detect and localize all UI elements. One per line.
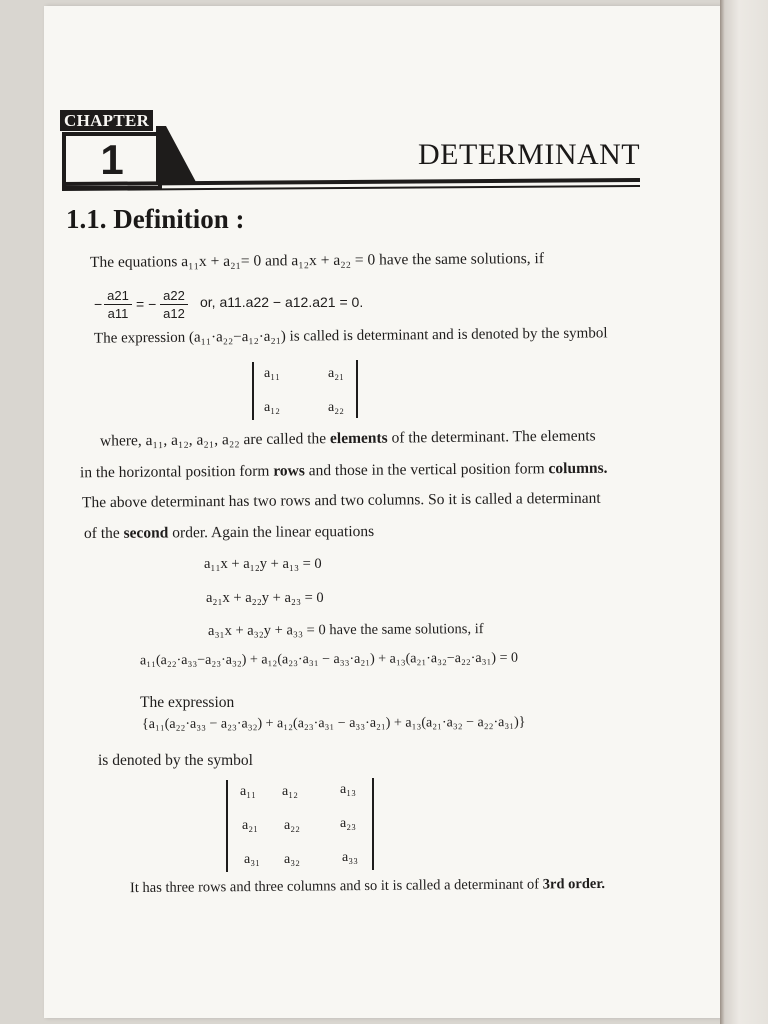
equation-3: a₃₁x + a₃₂y + a₃₃ = 0 have the same solutions, if — [207, 621, 484, 639]
paragraph-two-rows: The above determinant has two rows and two columns. So it is called a determinant — [81, 489, 601, 512]
paragraph-equations: The equations a₁₁x + a₂₁= 0 and a₁₂x + a₂₂ = 0 have the same solutions, if — [89, 250, 545, 271]
equation-2: a₂₁x + a₂₂y + a₂₃ = 0 — [206, 590, 324, 606]
denoted-text: is denoted by the symbol — [98, 752, 253, 769]
fraction-1-denominator: a11 — [107, 306, 129, 321]
det3-cell: a₃₁ — [244, 852, 260, 867]
chapter-label: CHAPTER — [60, 110, 153, 131]
condition-equation: a₁₁(a₂₂·a₃₃−a₂₃·a₃₂) + a₁₂(a₂₃·a₃₁ − a₃₃·a₂₁) + a₁₃(a₂₁·a₃₂−a₂₂·a₃₁) = 0 — [139, 650, 518, 669]
text-span: order. Again the linear equations — [168, 522, 375, 542]
paragraph-rows-columns — [80, 460, 608, 483]
bold-term-columns: columns. — [548, 459, 608, 478]
equation-1: a₁₁x + a₁₂y + a₁₃ = 0 — [204, 556, 322, 572]
det3-cell: a₂₃ — [340, 816, 356, 831]
paragraph-third-order — [130, 876, 605, 897]
bold-term-second: second — [123, 524, 169, 542]
bold-term-elements: elements — [329, 429, 388, 448]
text-span: of the determinant. The elements — [387, 427, 596, 447]
text-span: of the — [83, 524, 124, 543]
section-title: 1.1. Definition : — [66, 204, 245, 234]
bold-term-rows: rows — [273, 462, 305, 480]
chapter-number: 1 — [62, 132, 162, 190]
text-span: where, a₁₁, a₁₂, a₂₁, a₂₂ are called the — [99, 430, 331, 450]
fraction-2-bar — [160, 304, 188, 305]
det3-cell: a₁₃ — [340, 782, 356, 797]
det2-cell: a₁₂ — [264, 400, 280, 415]
det3-right-bar — [372, 778, 374, 870]
det3-cell: a₁₂ — [282, 784, 298, 799]
document-page — [44, 6, 724, 1018]
det3-cell: a₁₁ — [240, 784, 256, 799]
minus-sign: − — [94, 296, 103, 312]
paragraph-elements — [100, 427, 596, 450]
chapter-wedge-decoration — [156, 126, 196, 184]
det3-cell: a₃₃ — [342, 850, 358, 865]
bold-term-third-order: 3rd order. — [542, 875, 606, 893]
fraction-1-numerator: a21 — [107, 288, 129, 303]
condition-text: or, a11.a22 − a12.a21 = 0. — [200, 294, 364, 310]
text-span: It has three rows and three columns and so it is called a determinant of — [129, 876, 543, 897]
paragraph-second-order — [84, 523, 374, 543]
det3-left-bar — [226, 780, 228, 872]
expression-label: The expression — [140, 694, 235, 711]
det3-cell: a₂₂ — [284, 818, 300, 833]
book-spine-shadow — [720, 0, 768, 1024]
det2-cell: a₂₂ — [328, 400, 344, 415]
det2-cell: a₂₁ — [328, 366, 344, 381]
equals-minus-sign: = − — [136, 296, 157, 312]
expression-formula: {a₁₁(a₂₂·a₃₃ − a₂₃·a₃₂) + a₁₂(a₂₃·a₃₁ − a₃₃·a₂₁) + a₁₃(a₂₁·a₃₂ − a₂₂·a₃₁)} — [141, 714, 526, 733]
fraction-2-numerator: a22 — [163, 288, 185, 303]
text-span: and those in the vertical position form — [304, 460, 549, 480]
det2-right-bar — [356, 360, 358, 418]
chapter-title: DETERMINANT — [418, 138, 641, 171]
det2-cell: a₁₁ — [264, 366, 280, 381]
fraction-2-denominator: a12 — [163, 306, 185, 321]
det3-cell: a₃₂ — [284, 852, 300, 867]
det3-cell: a₂₁ — [242, 818, 258, 833]
fraction-1-bar — [104, 304, 132, 305]
det2-left-bar — [252, 362, 254, 420]
paragraph-expression: The expression (a₁₁·a₂₂−a₁₂·a₂₁) is called is determinant and is denoted by the symbol — [93, 325, 608, 347]
text-span: in the horizontal position form — [79, 462, 274, 482]
